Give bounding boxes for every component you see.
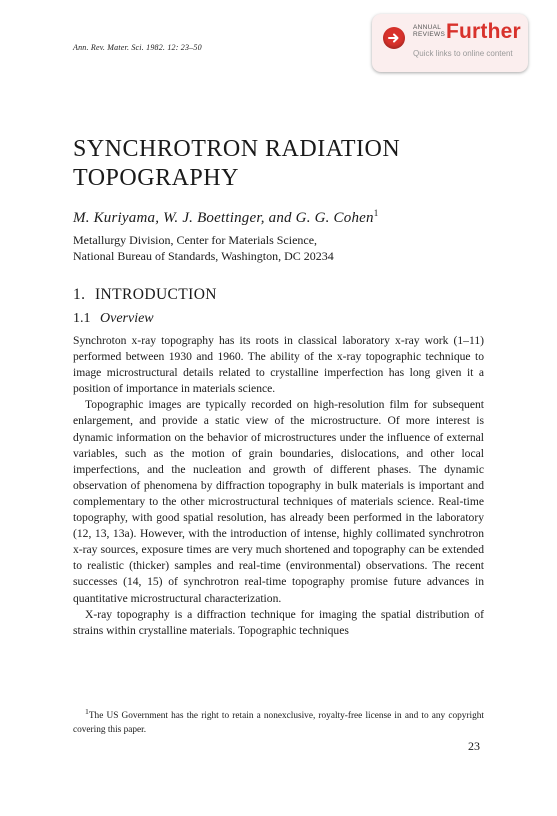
page-number: 23: [468, 739, 480, 753]
further-label: Further: [446, 20, 521, 43]
section-title: INTRODUCTION: [95, 286, 217, 303]
section-number: 1.: [73, 286, 86, 303]
subsection-heading: [73, 311, 154, 327]
body-text: [73, 333, 484, 639]
authors-names: M. Kuriyama, W. J. Boettinger, and G. G. Cohen: [73, 210, 374, 226]
arrow-right-icon: [383, 27, 405, 49]
journal-citation: Ann. Rev. Mater. Sci. 1982. 12: 23–50: [73, 43, 202, 52]
annual-reviews-label: ANNUAL REVIEWS: [413, 24, 446, 38]
footnote: [73, 705, 484, 737]
article-title: [73, 135, 400, 193]
author-footnote-mark: 1: [373, 208, 379, 218]
subsection-number: 1.1: [73, 311, 91, 326]
footnote-text: The US Government has the right to retain a nonexclusive, royalty-free license in and to any copyright covering this paper.: [73, 711, 484, 736]
affiliation-line-2: National Bureau of Standards, Washington, DC 20234: [73, 249, 334, 263]
title-line-1: SYNCHROTRON RADIATION: [73, 136, 401, 162]
further-subtitle: Quick links to online content: [413, 49, 513, 58]
paragraph: Topographic images are typically recorded on high-resolution film for subsequent enlargement, and provide a static view of the microstructure. Of more interest is dynamic information on the behavior of microstructures under the influence of external variables, such as the motion of grain boundaries, dislocations, and other local imperfections, and the nucleation and growth of different phases. The dynamic observation of phenomena by diffraction topography in bulk materials is important and complementary to the other microstructural techniques of materials science. Real-time topography, with good spatial resolution, has already been performed in the laboratory (12, 13, 13a). However, with the introduction of intense, highly collimated synchrotron x-ray sources, exposure times are very much shortened and topography can be extended to realistic (thicker) samples and real-time (environmental) observations. The recent successes (14, 15) of synchrotron real-time topography promise future advances in quantitative microstructural characterization.: [73, 398, 484, 605]
title-line-2: TOPOGRAPHY: [73, 165, 239, 191]
footnote-mark: 1: [85, 707, 89, 716]
section-heading: [73, 286, 217, 304]
subsection-title: Overview: [100, 311, 154, 326]
paragraph: Synchroton x-ray topography has its roots in classical laboratory x-ray work (1–11) performed between 1930 and 1960. The ability of the x-ray topographic technique to image microstructural details related to crystalline imperfection has long given it a position of importance in materials science.: [73, 334, 484, 396]
affiliation: [73, 232, 334, 264]
authors: [73, 208, 378, 227]
further-links-badge[interactable]: [372, 14, 528, 72]
paragraph: X-ray topography is a diffraction technique for imaging the spatial distribution of strains within crystalline materials. Topographic techniques: [73, 607, 484, 637]
affiliation-line-1: Metallurgy Division, Center for Materials Science,: [73, 233, 318, 247]
